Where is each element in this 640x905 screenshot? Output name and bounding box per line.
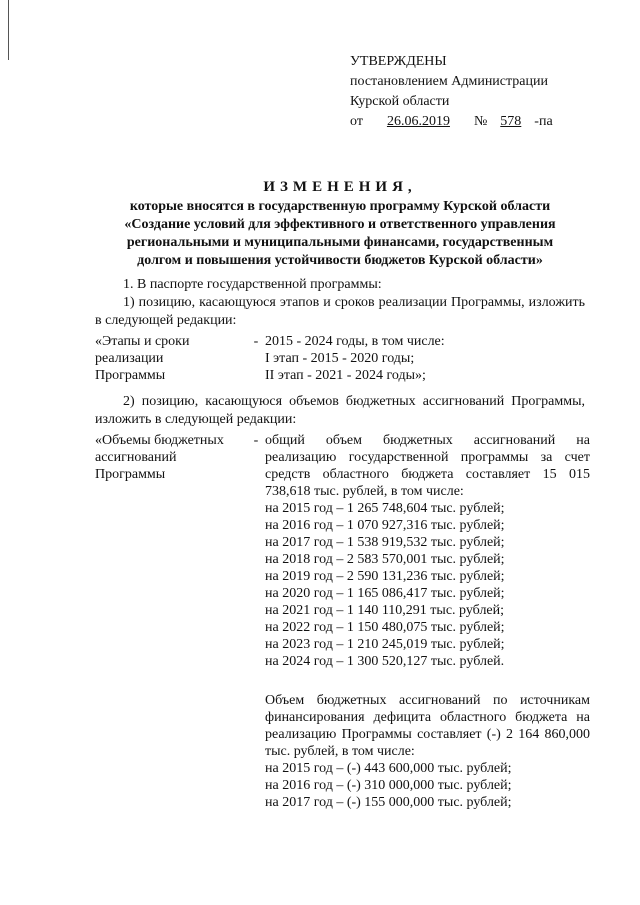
approval-block xyxy=(350,52,553,132)
paragraph-2: 1) позицию, касающуюся этапов и сроков реализации Программы, изложить в следующей редакции: xyxy=(95,295,585,328)
approval-line-2: Курской области xyxy=(350,94,450,109)
document-title xyxy=(90,178,590,270)
volumes-label xyxy=(95,432,247,811)
page-edge-line xyxy=(8,0,9,60)
year-item: на 2017 год – 1 538 919,532 тыс. рублей; xyxy=(265,535,505,550)
approval-line-1: постановлением Администрации xyxy=(350,74,548,89)
approval-title: УТВЕРЖДЕНЫ xyxy=(350,54,447,69)
approval-date: 26.06.2019 xyxy=(386,114,450,129)
stages-label-2: реализации xyxy=(95,351,164,366)
stages-table xyxy=(95,333,590,384)
year-item: на 2023 год – 1 210 245,019 тыс. рублей; xyxy=(265,637,505,652)
volumes-label-3: Программы xyxy=(95,467,166,482)
volumes-label-1: «Объемы бюджетных xyxy=(95,433,224,448)
year-item: на 2024 год – 1 300 520,127 тыс. рублей. xyxy=(265,654,505,669)
approval-number: 578 xyxy=(500,114,522,129)
stages-value-2: I этап - 2015 - 2020 годы; xyxy=(265,351,415,366)
deficit-year-item: на 2017 год – (-) 155 000,000 тыс. рублей; xyxy=(265,795,512,810)
stages-value-3: II этап - 2021 - 2024 годы»; xyxy=(265,368,426,383)
paragraph-1: 1. В паспорте государственной программы: xyxy=(123,277,382,292)
year-item: на 2022 год – 1 150 480,075 тыс. рублей; xyxy=(265,620,505,635)
paragraph-3: 2) позицию, касающуюся объемов бюджетных ассигнований Программы, изложить в следующей редакции: xyxy=(95,394,585,427)
title-line-3: региональными и муниципальными финансами, государственным xyxy=(126,235,554,250)
approval-date-line xyxy=(350,112,553,132)
number-label: № xyxy=(473,114,488,129)
deficit-intro: Объем бюджетных ассигнований по источникам финансирования дефицита областного бюджета на реализацию Программы составляет (-) 2 164 860,000 тыс. рублей, в том числе: xyxy=(265,693,590,759)
volumes-dash: - xyxy=(253,433,259,448)
deficit-year-list xyxy=(265,760,590,811)
title-line-1: которые вносятся в государственную программу Курской области xyxy=(129,199,551,214)
volumes-year-list xyxy=(265,500,590,670)
title-line-2: «Создание условий для эффективного и ответственного управления xyxy=(124,217,556,232)
deficit-year-item: на 2015 год – (-) 443 600,000 тыс. рублей; xyxy=(265,761,512,776)
deficit-year-item: на 2016 год – (-) 310 000,000 тыс. рублей; xyxy=(265,778,512,793)
from-label: от xyxy=(350,114,363,129)
year-item: на 2018 год – 2 583 570,001 тыс. рублей; xyxy=(265,552,505,567)
year-item: на 2020 год – 1 165 086,417 тыс. рублей; xyxy=(265,586,505,601)
stages-label-3: Программы xyxy=(95,368,166,383)
year-item: на 2019 год – 2 590 131,236 тыс. рублей; xyxy=(265,569,505,584)
year-item: на 2015 год – 1 265 748,604 тыс. рублей; xyxy=(265,501,505,516)
title-line-4: долгом и повышения устойчивости бюджетов Курской области» xyxy=(137,253,543,268)
stages-dash: - xyxy=(253,334,259,349)
number-suffix: -па xyxy=(534,114,553,129)
stages-label-1: «Этапы и сроки xyxy=(95,334,190,349)
volumes-intro: общий объем бюджетных ассигнований на реализацию государственной программы за счет средств областного бюджета составляет 15 015 738,618 тыс. рублей, в том числе: xyxy=(265,433,590,499)
volumes-label-2: ассигнований xyxy=(95,450,177,465)
title-heading: ИЗМЕНЕНИЯ, xyxy=(263,179,417,195)
year-item: на 2021 год – 1 140 110,291 тыс. рублей; xyxy=(265,603,505,618)
year-item: на 2016 год – 1 070 927,316 тыс. рублей; xyxy=(265,518,505,533)
stages-value-1: 2015 - 2024 годы, в том числе: xyxy=(265,334,445,349)
volumes-table xyxy=(95,432,590,811)
volumes-values xyxy=(265,432,590,811)
